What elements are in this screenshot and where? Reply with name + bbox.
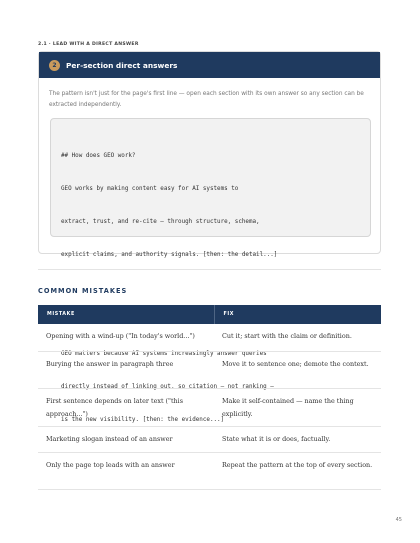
code-line: GEO works by making content easy for AI systems to (61, 186, 239, 192)
column-header-fix: FIX (214, 305, 381, 324)
mistake-cell: Burying the answer in paragraph three (38, 351, 214, 388)
column-header-mistake: MISTAKE (38, 305, 214, 324)
step-badge: 2 (49, 60, 60, 71)
mistakes-table (38, 305, 381, 490)
code-line: GEO matters because AI systems increasingly answer queries (61, 351, 267, 357)
section-label: 2.1 · LEAD WITH A DIRECT ANSWER (38, 42, 139, 47)
code-line: is the new visibility. [then: the evidence...] (61, 417, 225, 423)
fix-cell: Make it self-contained — name the thing explicitly. (214, 388, 381, 426)
table-row (38, 388, 381, 426)
mistake-cell: Only the page top leads with an answer (38, 452, 214, 489)
fix-cell: Cut it; start with the claim or definition. (214, 324, 381, 351)
card-title: Per-section direct answers (66, 60, 178, 70)
table-row (38, 324, 381, 351)
code-line: ## How does GEO work? (61, 153, 136, 159)
fix-cell: Repeat the pattern at the top of every section. (214, 452, 381, 489)
mistake-cell: Opening with a wind-up ("In today's world...") (38, 324, 214, 351)
code-line: directly instead of linking out, so citation — not ranking — (61, 384, 274, 390)
code-line: explicit claims, and authority signals. [then: the detail...] (61, 252, 278, 258)
code-line: extract, trust, and re-cite — through structure, schema, (61, 219, 260, 225)
divider (38, 269, 381, 270)
card-header (39, 52, 380, 78)
mistake-cell: First sentence depends on later text ("this approach...") (38, 388, 214, 426)
mistake-cell: Marketing slogan instead of an answer (38, 426, 214, 452)
fix-cell: State what it is or does, factually. (214, 426, 381, 452)
mistakes-heading: COMMON MISTAKES (38, 287, 128, 295)
table-header-row (38, 305, 381, 324)
table-row (38, 426, 381, 452)
table-row (38, 351, 381, 388)
card-intro: The pattern isn't just for the page's first line — open each section with its own answer so any section can be extracted independently. (49, 91, 364, 108)
page-number: 45 (395, 517, 402, 523)
fix-cell: Move it to sentence one; demote the context. (214, 351, 381, 388)
table-row (38, 452, 381, 489)
